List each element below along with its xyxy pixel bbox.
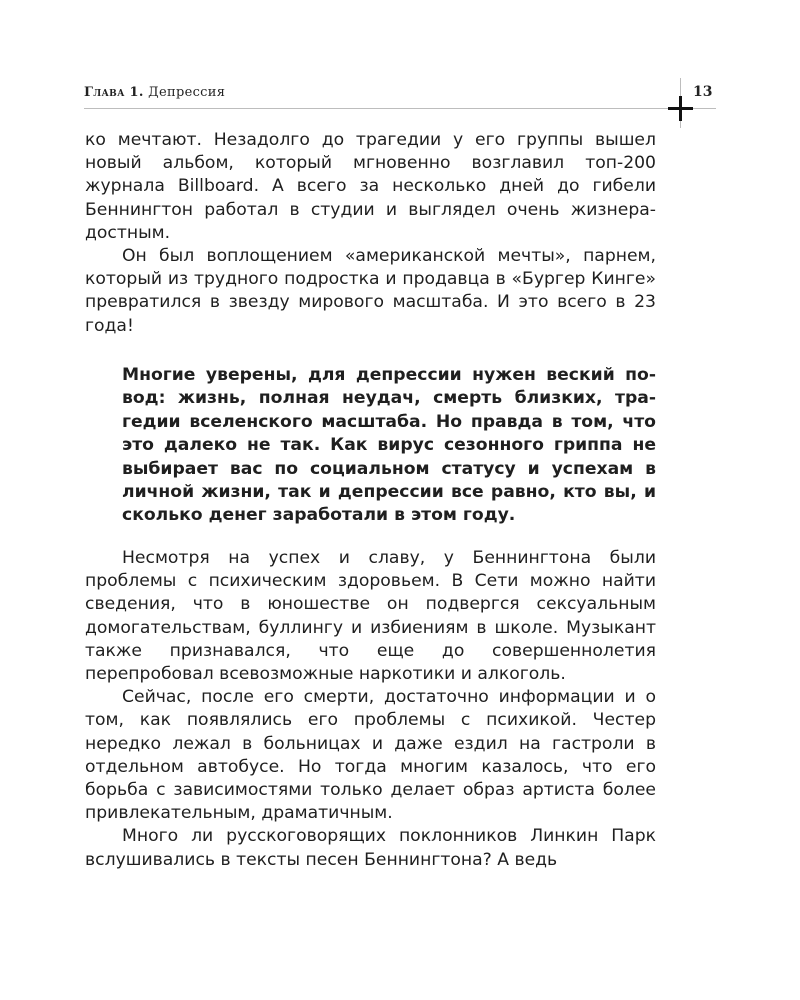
chapter-title: Депрессия: [143, 85, 226, 100]
page-number: 13: [693, 84, 713, 100]
paragraph: Несмотря на успех и славу, у Беннингтона были проблемы с психическим здоровьем. В Сети можно найти сведения, что в юношестве он подвергся сексуальным домогательствам, буллингу и избиениям в школе. Музыкант также признавался, что еще до совершеннолетия перепробовал всевозможные наркотики и алкоголь.: [85, 548, 656, 685]
paragraph: Он был воплощением «американской мечты», парнем, который из трудного подростка и продавца в «Бургер Кинге» превратился в звезду мирового масштаба. И это всего в 23 года!: [85, 246, 656, 336]
paragraph: Много ли русскоговорящих поклонников Линкин Парк вслушивались в тексты песен Беннингтона? А ведь: [85, 826, 656, 870]
paragraph: ко мечтают. Незадолго до трагедии у его группы вышел новый альбом, который мгновенно возглавил топ-200 журнала Billboard. А всего за несколько дней до гибели Беннингтон работал в студии и выглядел очень жизнерадостным.: [85, 130, 656, 243]
crop-mark-icon: [668, 96, 693, 121]
body-text-top: [85, 129, 656, 338]
body-text-bottom: [85, 547, 656, 872]
callout-quote: [122, 364, 656, 528]
header-rule: [84, 108, 716, 109]
running-head: [84, 85, 225, 100]
chapter-label: Глава 1.: [84, 85, 144, 100]
paragraph: Сейчас, после его смерти, достаточно информации и о том, как появлялись его проблемы с психикой. Честер нередко лежал в больницах и даже ездил на гастроли в отдельном автобусе. Но тогда многим казалось, что его борьба с зависимостями только делает образ артиста более привлекательным, драматичным.: [85, 687, 656, 824]
callout-text: Многие уверены, для депрессии нужен веский повод: жизнь, полная неудач, смерть близких, трагедии вселенского масштаба. Но правда в том, что это далеко не так. Как вирус сезонного гриппа не выбирает вас по социальном статусу и успехам в личной жизни, так и депрессии все равно, кто вы, и сколько денег заработали в этом году.: [122, 365, 656, 526]
